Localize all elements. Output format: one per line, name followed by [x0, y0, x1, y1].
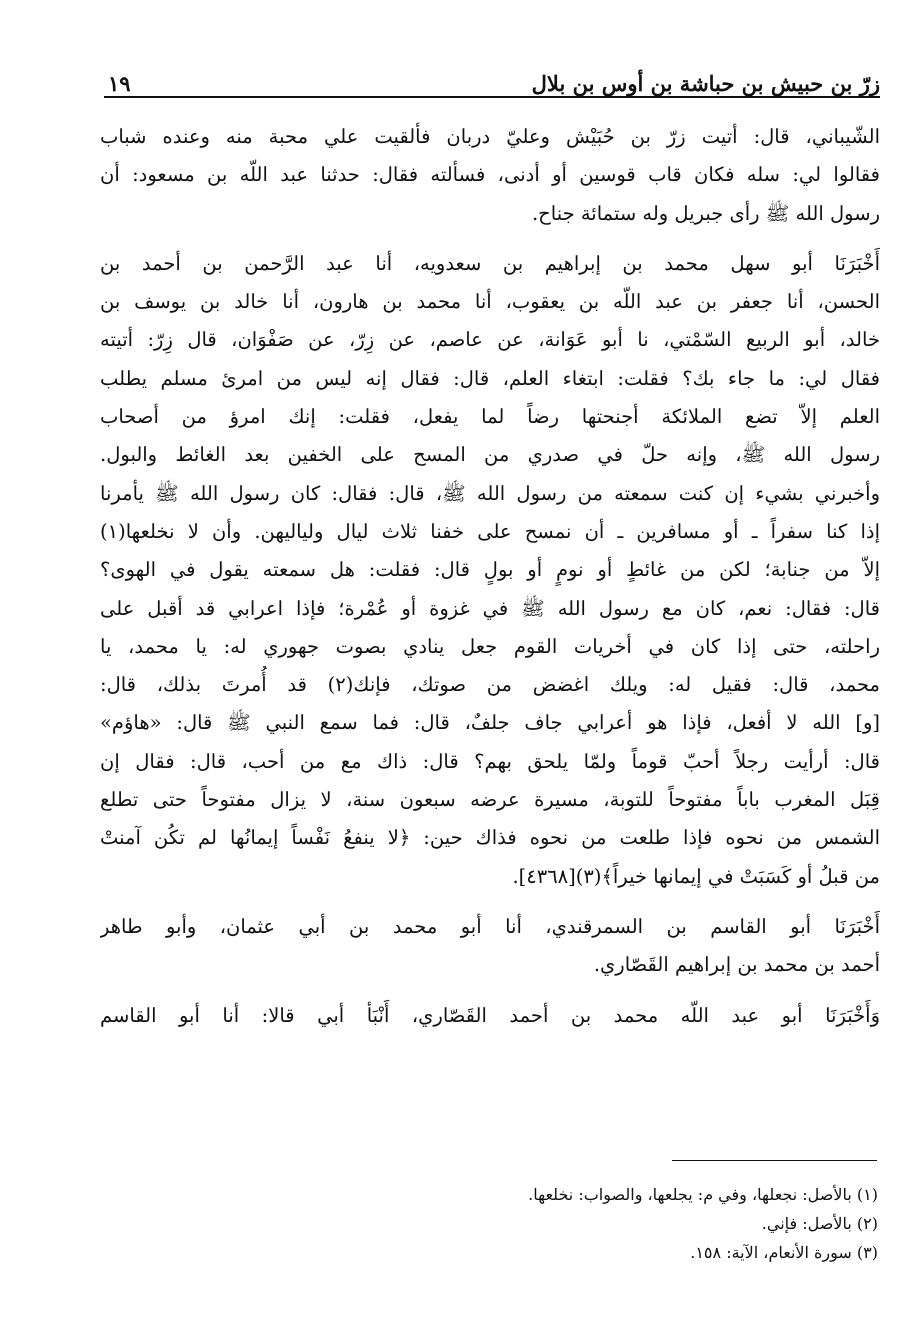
text-line: محمد، قال: فقيل له: ويلك اغضض من صوتك، فإنك(٢) قد أُمرتَ بذلك، قال: — [100, 673, 880, 697]
text-line: من قبلُ أو كَسَبَتْ في إيمانها خيراً﴾(٣)[٤٣٦٨]. — [512, 864, 880, 888]
text-line: وأخبرني بشيء إن كنت سمعته من رسول الله ﷺ، قال: فقال: كان رسول الله ﷺ يأمرنا — [100, 481, 880, 505]
text-line: قِبَل المغرب باباً مفتوحاً للتوبة، مسيرة عرضه سبعون سنة، لا يزال مفتوحاً حتى تطلع — [100, 788, 880, 812]
header-rule — [104, 96, 880, 98]
text-line: قال: فقال: نعم، كان مع رسول الله ﷺ في غزوة أو عُمْرة؛ فإذا اعرابي قد أقبل على — [100, 596, 880, 620]
text-line: خالد، أبو الربيع السّمْتي، نا أبو عَوَانة، عن عاصم، عن زِرّ، عن صَفْوَان، قال زِرّ: أتيته — [100, 328, 880, 352]
text-line: الشمس من نحوه فإذا طلعت من نحوه فذاك حين: ﴿لا ينفعُ نَفْساً إيمانُها لم تكُن آمنتْ — [100, 826, 880, 850]
footnote: (١) بالأصل: نجعلها، وفي م: يجلعها، والصواب: نخلعها. — [528, 1185, 878, 1204]
text-line: رسول الله ﷺ، وإنه حلّ في صدري من المسح على الخفين بعد الغائط والبول. — [100, 443, 880, 467]
text-line: أَخْبَرَنَا أبو القاسم بن السمرقندي، أنا أبو محمد بن أبي عثمان، وأبو طاهر — [100, 914, 880, 938]
text-line: العلم إلاّ تضع الملائكة أجنحتها رضاً لما يفعل، فقلت: إنك امرؤ من أصحاب — [100, 405, 880, 429]
page-header — [108, 62, 880, 94]
text-line: أَخْبَرَنَا أبو سهل محمد بن إبراهيم بن سعدويه، أنا عبد الرَّحمن بن أحمد بن — [100, 251, 880, 275]
text-line: فقال لي: ما جاء بك؟ فقلت: ابتغاء العلم، قال: فقال إنه ليس من امرئ مسلم يطلب — [100, 366, 880, 390]
main-text — [100, 118, 880, 1035]
footnote: (٣) سورة الأنعام، الآية: ١٥٨. — [690, 1243, 878, 1262]
footnotes — [100, 1180, 878, 1267]
text-line: رسول الله ﷺ رأى جبريل وله ستمائة جناح. — [531, 201, 880, 225]
text-line: راحلته، حتى إذا كان في أخريات القوم جعل ينادي بصوت جهوري له: يا محمد، يا — [100, 634, 880, 658]
footnote: (٢) بالأصل: فإني. — [761, 1214, 878, 1233]
footnote-rule — [672, 1160, 877, 1161]
text-line: وَأَخْبَرَنَا أبو عبد اللّه محمد بن أحمد القَصّاري، أَنْبَأ أبي قالا: أنا أبو القاسم — [100, 1003, 880, 1027]
page-number: ١٩ — [108, 71, 131, 96]
text-line: فقالوا لي: سله فكان قاب قوسين أو أدنى، فسألته فقال: حدثنا عبد اللّه بن مسعود: أن — [100, 163, 880, 187]
text-line: الحسن، أنا جعفر بن عبد اللّه بن يعقوب، أنا محمد بن هارون، أنا خالد بن يوسف بن — [100, 290, 880, 314]
running-title: زرّ بن حبيش بن حباشة بن أوس بن بلال — [531, 71, 880, 96]
text-line: قال: أرأيت رجلاً أحبّ قوماً ولمّا يلحق بهم؟ قال: ذاك مع من أحب، قال: فقال إن — [100, 749, 880, 773]
text-line: أحمد بن محمد بن إبراهيم القَصّاري. — [593, 953, 880, 977]
text-line: إذا كنا سفراً ـ أو مسافرين ـ أن نمسح على خفنا ثلاث ليال ولياليهن. وأن لا نخلعها(١) — [100, 519, 880, 543]
text-line: إلاّ من جنابة؛ لكن من غائطٍ أو نومٍ أو بولٍ قال: فقلت: هل سمعته يقول في الهوى؟ — [100, 558, 880, 582]
text-line: الشّيباني، قال: أتيت زرّ بن حُبَيْش وعليّ دربان فألقيت علي محبة منه وعنده شباب — [100, 125, 880, 148]
text-line: [و] الله لا أفعل، فإذا هو أعرابي جاف جلفٌ، قال: فما سمع النبي ﷺ قال: «هاؤم» — [100, 711, 880, 735]
